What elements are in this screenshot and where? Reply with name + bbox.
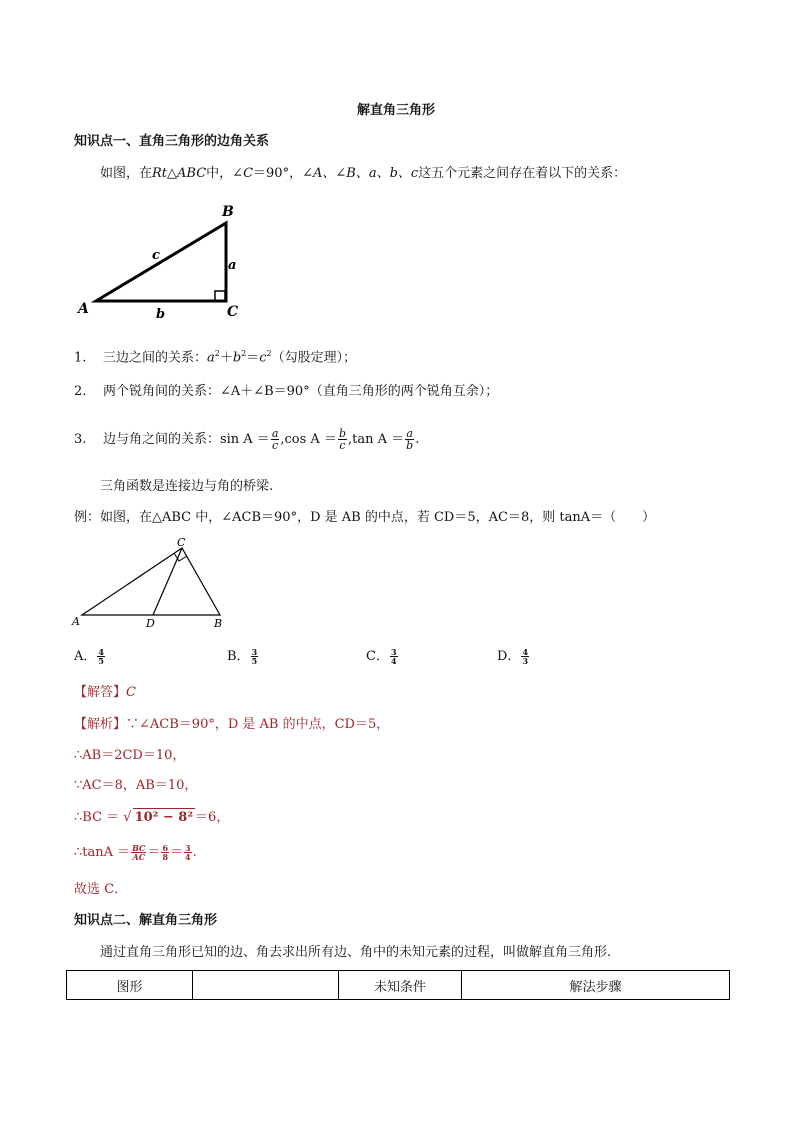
example-vertex-a: A	[72, 615, 80, 628]
analysis-line-2: ∴AB＝2CD＝10，	[74, 748, 186, 763]
example-question: 例：如图，在△ABC 中，∠ACB＝90°，D 是 AB 的中点，若 CD＝5，AC＝8，则 tanA＝（ ）	[74, 510, 656, 525]
vertex-a-label: A	[78, 301, 89, 317]
section1-intro: 如图，在Rt△ABC中，∠C＝90°，∠A、∠B、a、b、c这五个元素之间存在着以下的关系：	[100, 166, 627, 181]
analysis-line-5: ∴tanA ＝ $\frac{BC}{AC}$ ＝ $\frac{6}{8}$ ＝ $\frac{3}{4}$ .	[74, 843, 197, 862]
triangle-figure	[70, 195, 260, 325]
table-header-steps: 解法步骤	[462, 971, 730, 1000]
option-a: A． $\frac{4}{5}$	[74, 647, 104, 666]
option-c: C． $\frac{3}{4}$	[366, 647, 397, 666]
side-a-label: a	[228, 258, 237, 273]
option-b: B． $\frac{3}{5}$	[227, 647, 258, 666]
side-b-label: b	[156, 307, 166, 322]
analysis-line-1: 【解析】∵∠ACB＝90°，D 是 AB 的中点，CD＝5，	[74, 717, 390, 732]
example-vertex-d: D	[146, 617, 155, 630]
analysis-line-3: ∵AC＝8，AB＝10，	[74, 778, 198, 793]
answer-line: 【解答】C	[74, 685, 136, 700]
bridge-sentence: 三角函数是连接边与角的桥梁.	[100, 479, 274, 494]
page-title: 解直角三角形	[357, 103, 436, 118]
relation-item-1: 1. 三边之间的关系：$a^2+b^2=c^2$（勾股定理）；	[74, 349, 357, 366]
vertex-c-label: C	[227, 304, 239, 320]
vertex-b-label: B	[222, 204, 234, 220]
section1-heading: 知识点一、直角三角形的边角关系	[74, 134, 270, 149]
section2-text: 通过直角三角形已知的边、角去求出所有边、角中的未知元素的过程，叫做解直角三角形.	[100, 945, 612, 960]
example-vertex-b: B	[214, 617, 223, 630]
table-header-figure: 图形	[67, 971, 193, 1000]
solve-table	[66, 970, 730, 1000]
table-header-row	[67, 971, 730, 1000]
section2-heading: 知识点二、解直角三角形	[74, 913, 218, 928]
table-header-blank	[193, 971, 339, 1000]
analysis-line-4: ∴BC ＝ √ 10² − 8² ＝6，	[74, 810, 230, 825]
relation-item-2: 2. 两个锐角间的关系：∠A＋∠B＝90°（直角三角形的两个锐角互余）；	[74, 384, 499, 399]
table-header-unknown: 未知条件	[339, 971, 462, 1000]
example-figure	[70, 535, 240, 630]
side-c-label: c	[152, 248, 160, 263]
option-d: D． $\frac{4}{3}$	[497, 647, 529, 666]
example-vertex-c: C	[177, 536, 186, 549]
analysis-line-6: 故选 C．	[74, 882, 128, 897]
relation-item-3: 3. 边与角之间的关系：sin A ＝ $\frac{a}{c}$ ,cos A ＝ $\frac{b}{c}$ ,tan A ＝ $\frac{a}{b}$ .	[74, 427, 420, 452]
